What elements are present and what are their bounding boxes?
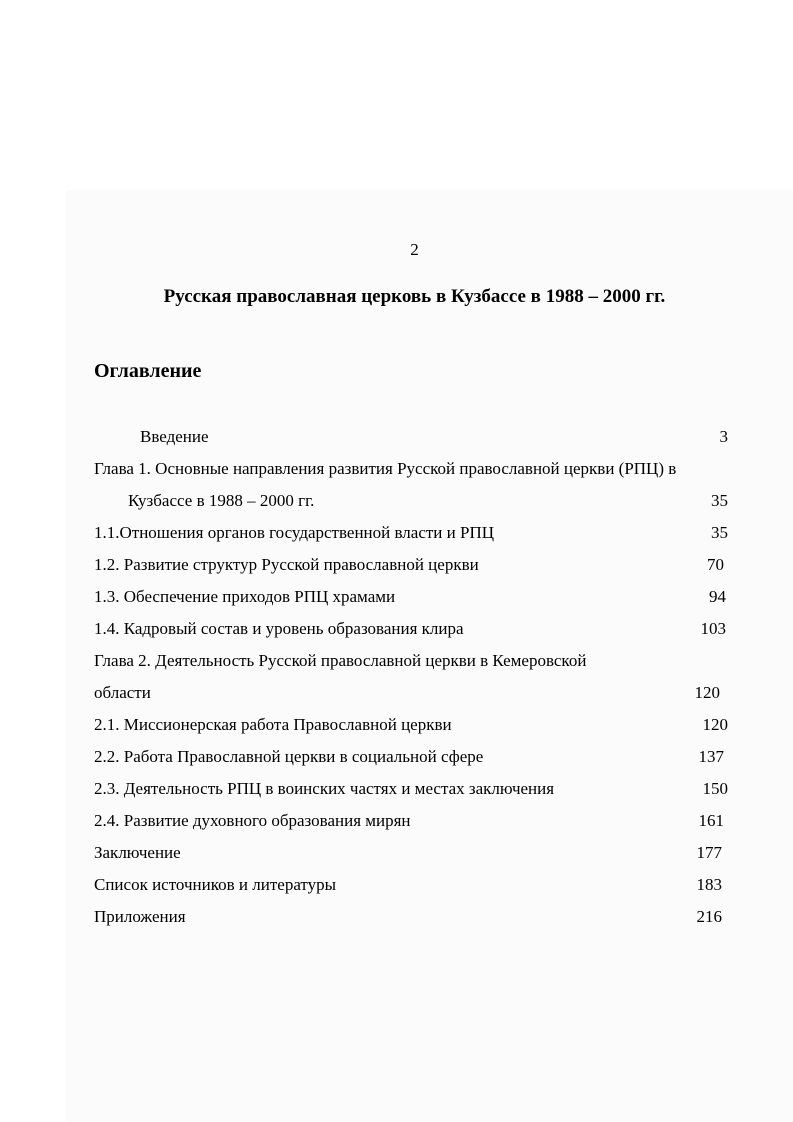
toc-entry-section-1-3 [0, 581, 793, 613]
toc-entry-conclusion [0, 837, 793, 869]
toc-entry-label: 1.1.Отношения органов государственной власти и РПЦ [94, 523, 495, 542]
toc-entry-chapter-2 [0, 645, 793, 677]
toc-entry-section-2-4 [0, 805, 793, 837]
toc-entry-section-1-2 [0, 549, 793, 581]
toc-entry-label: 2.1. Миссионерская работа Православной церкви [94, 715, 452, 734]
toc-entry-page: 177 [696, 843, 722, 862]
toc-entry-page: 103 [700, 619, 726, 638]
toc-entry-label: Список источников и литературы [94, 875, 337, 894]
toc-entry-label: Глава 2. Деятельность Русской православной церкви в Кемеровской [94, 651, 587, 670]
toc-entry-page: 35 [711, 491, 728, 510]
toc-entry-page: 70 [707, 555, 724, 574]
toc-entry-page: 183 [696, 875, 722, 894]
toc-entry-label: 2.2. Работа Православной церкви в социальной сфере [94, 747, 484, 766]
toc-entry-page: 35 [711, 523, 728, 542]
toc-entry-label: 1.3. Обеспечение приходов РПЦ храмами [94, 587, 396, 606]
toc-entry-introduction [0, 421, 793, 453]
toc-entry-section-2-1 [0, 709, 793, 741]
toc-entry-label: Введение [140, 427, 209, 446]
toc-entry-label: Приложения [94, 907, 186, 926]
toc-entry-section-2-2 [0, 741, 793, 773]
toc-entry-page: 94 [709, 587, 726, 606]
toc-entry-sources [0, 869, 793, 901]
toc-entry-label: 2.3. Деятельность РПЦ в воинских частях и местах заключения [94, 779, 555, 798]
toc-entry-label: Кузбассе в 1988 – 2000 гг. [128, 491, 315, 510]
toc-entry-chapter-1-continued [0, 485, 793, 517]
toc-entry-section-1-4 [0, 613, 793, 645]
toc-entry-label: Глава 1. Основные направления развития Русской православной церкви (РПЦ) в [94, 459, 677, 478]
toc-entry-page: 120 [694, 683, 720, 702]
page-number: 2 [410, 240, 419, 259]
toc-entry-label: области [94, 683, 151, 702]
toc-entry-section-1-1 [0, 517, 793, 549]
toc-entry-label: 1.4. Кадровый состав и уровень образования клира [94, 619, 464, 638]
toc-entry-label: 2.4. Развитие духовного образования мирян [94, 811, 411, 830]
toc-entry-page: 120 [702, 715, 728, 734]
toc-entry-section-2-3 [0, 773, 793, 805]
toc-entry-label: 1.2. Развитие структур Русской православной церкви [94, 555, 479, 574]
toc-entry-page: 150 [702, 779, 728, 798]
toc-entry-page: 161 [698, 811, 724, 830]
toc-entry-page: 137 [698, 747, 724, 766]
toc-entry-page: 3 [719, 427, 728, 446]
document-title: Русская православная церковь в Кузбассе в 1988 – 2000 гг. [163, 286, 666, 307]
toc-heading: Оглавление [94, 360, 202, 382]
toc-entry-chapter-2-continued [0, 677, 793, 709]
toc-entry-chapter-1 [0, 453, 793, 485]
toc-entry-label: Заключение [94, 843, 181, 862]
toc-entry-page: 216 [696, 907, 722, 926]
toc-entry-appendices [0, 901, 793, 933]
